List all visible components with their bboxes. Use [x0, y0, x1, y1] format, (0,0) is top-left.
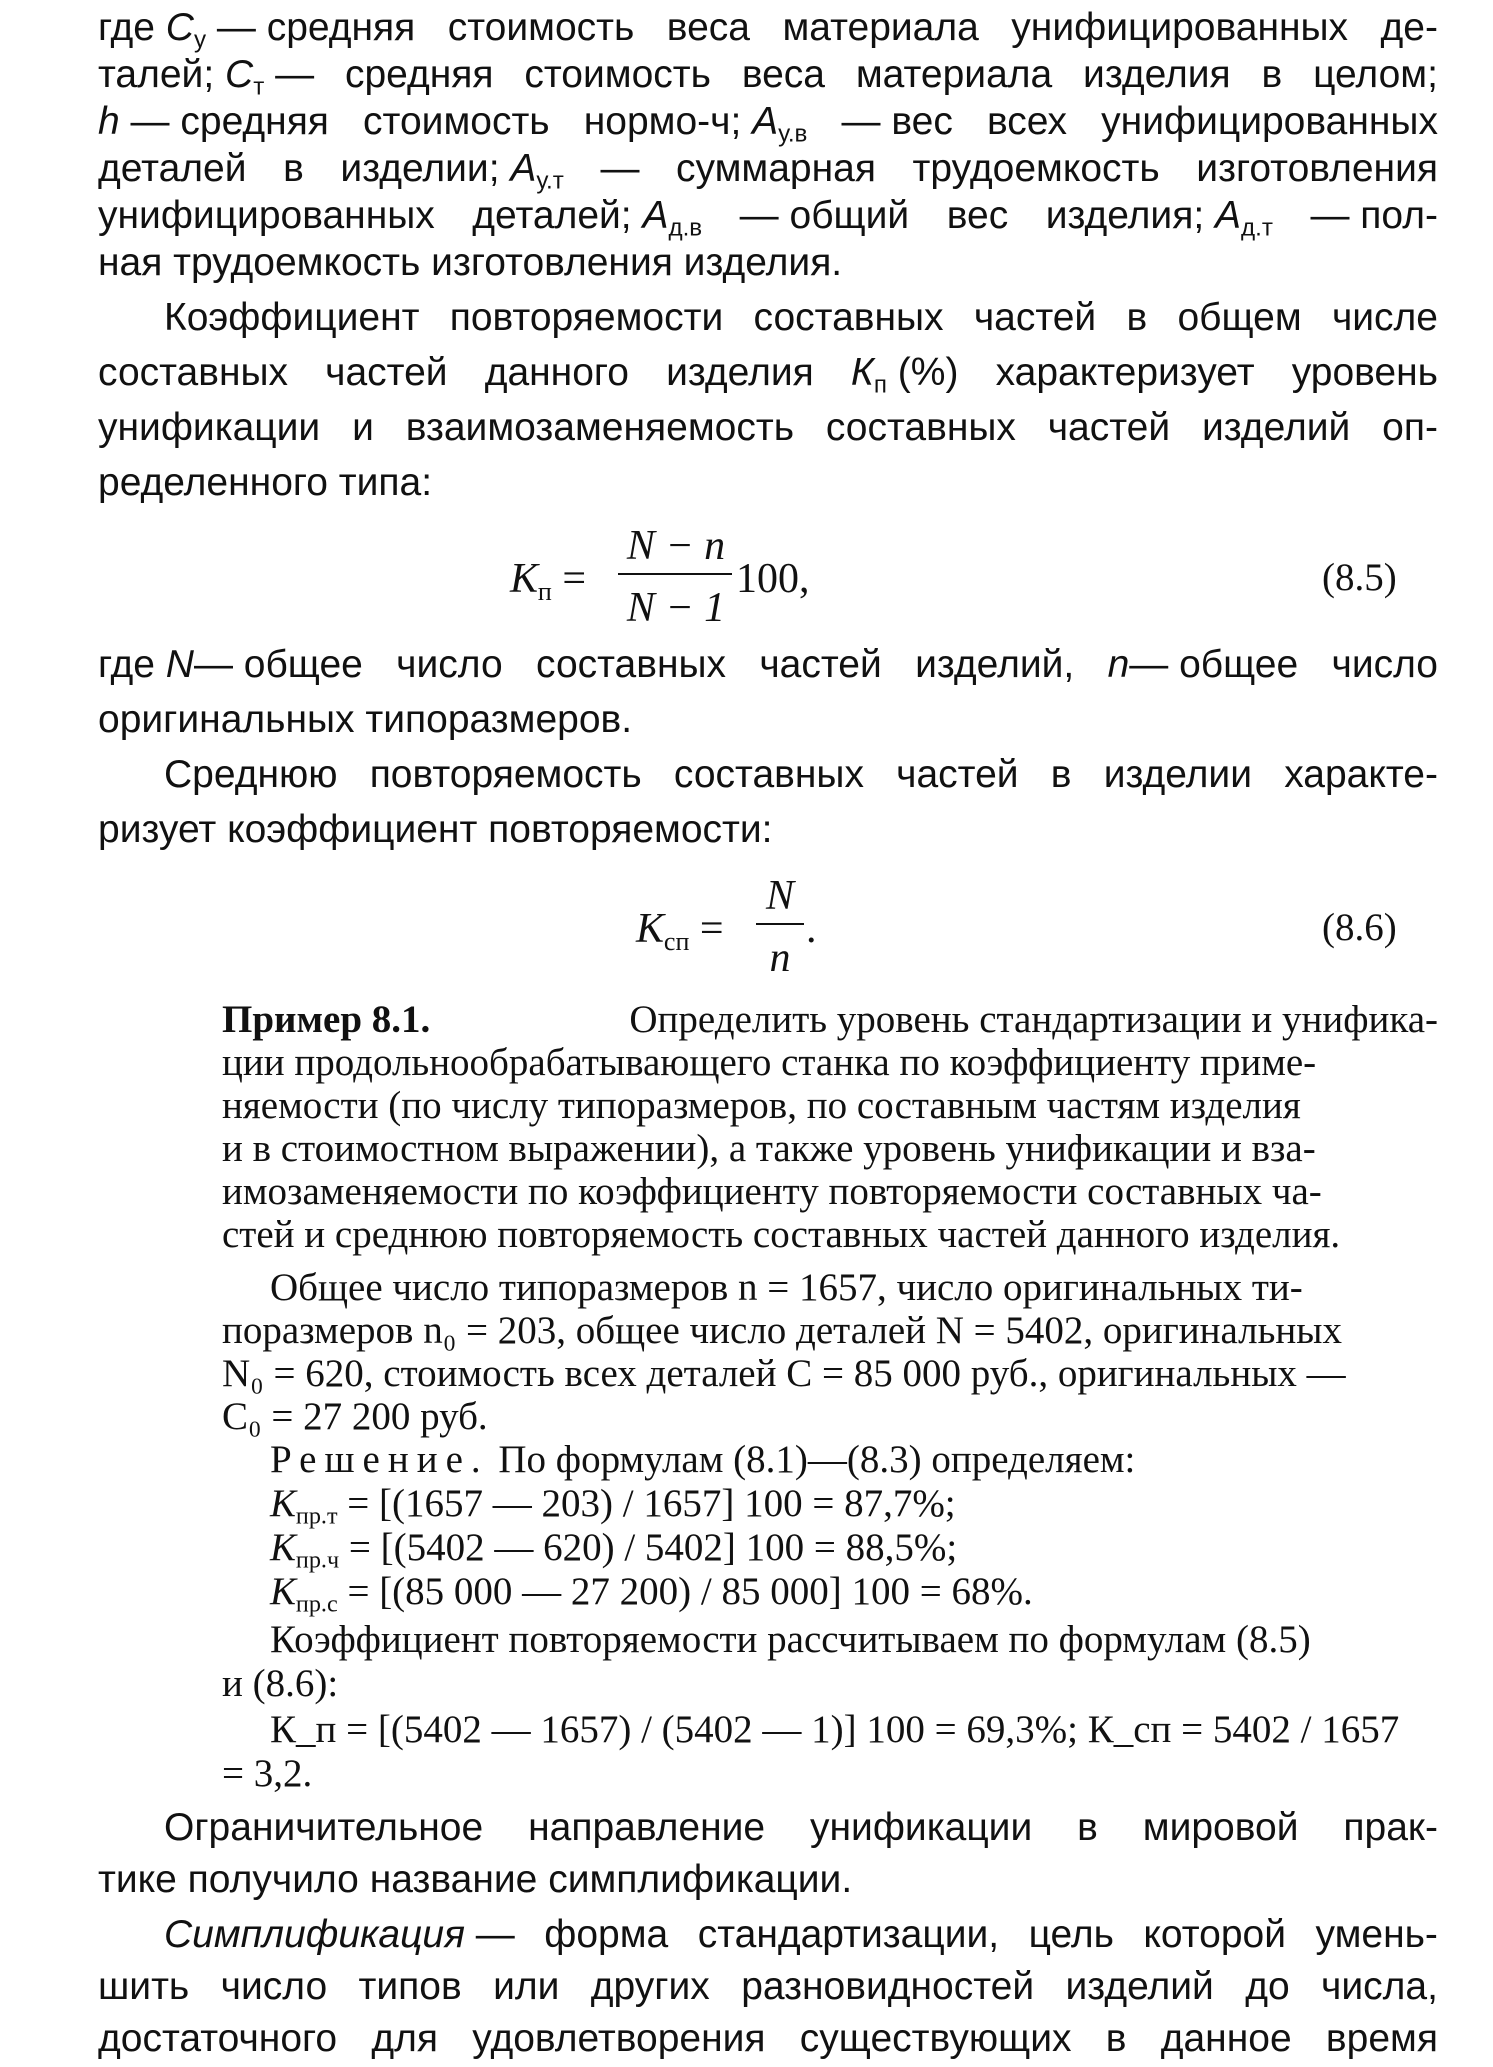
solution-word: Решение.	[270, 1438, 489, 1481]
eq85-fraction-bar	[618, 573, 732, 575]
eq86-fraction-bar	[756, 923, 804, 925]
text-line-11: где N— общее число составных частей изделий, n— общее число	[98, 643, 1438, 686]
solution-header: Решение. По формулам (8.1)—(8.3) определяем:	[270, 1438, 1136, 1481]
example-data-3: N₀ = 620, стоимость всех деталей C = 85 000 руб., оригинальных —	[222, 1352, 1346, 1395]
eq85-number: (8.5)	[1322, 556, 1397, 599]
text-line-12: оригинальных типоразмеров.	[98, 698, 633, 741]
example-data-1: Общее число типоразмеров n = 1657, число оригинальных ти-	[270, 1266, 1303, 1309]
final-calc-2: = 3,2.	[222, 1752, 313, 1795]
calc-line-3: $К_{пр.с} = [(85$ 000 — 27 200) / 85 000] 100 = 68%.	[270, 1570, 1033, 1618]
text-line-8: составных частей данного изделия $К_п$ (%) характеризует уровень	[98, 351, 1438, 399]
example-line-3: няемости (по числу типоразмеров, по составным частям изделия	[222, 1084, 1301, 1127]
eq85-denominator: N − 1	[626, 585, 726, 631]
text-line-1: где $С_у$ — средняя стоимость веса материала унифицированных де-	[98, 6, 1438, 54]
example-line-2: ции продольнообрабатывающего станка по коэффициенту приме-	[222, 1041, 1317, 1084]
text-line-5: унифицированных деталей; $А_{д.в}$ — общий вес изделия; $А_{д.т}$ — пол-	[98, 194, 1438, 242]
closing-line-3: Симплификация — форма стандартизации, цель которой умень-	[164, 1913, 1438, 1956]
example-line-4: и в стоимостном выражении), а также уровень унификации и вза-	[222, 1127, 1316, 1170]
closing-line-4: шить число типов или других разновидностей изделий до числа,	[98, 1965, 1438, 2008]
text-line-7: Коэффициент повторяемости составных частей в общем числе	[164, 296, 1438, 339]
eq85-numerator: N − n	[626, 523, 726, 569]
text-line-2: талей; $С_т$ — средняя стоимость веса материала изделия в целом;	[98, 53, 1438, 101]
eq86-number: (8.6)	[1322, 906, 1397, 949]
closing-line-1: Ограничительное направление унификации в мировой прак-	[164, 1806, 1438, 1849]
eq86-numerator: N	[765, 873, 794, 919]
eq86-tail: .	[806, 906, 817, 952]
eq86-denominator: n	[769, 935, 791, 981]
example-line-6: стей и среднюю повторяемость составных частей данного изделия.	[222, 1213, 1341, 1256]
final-calc-1: К_п = [(5402 — 1657) / (5402 — 1)] 100 = 69,3%; К_сп = 5402 / 1657	[270, 1708, 1400, 1751]
document-page: где $С_у$ — средняя стоимость веса материала унифицированных де- талей; $С_т$ — средняя стоимость веса материала изделия в целом; h — средняя стоимость нормо-ч; $А_{у.в}$ — вес всех унифицированных деталей в изделии; $А_{у.т}$ — суммарная трудоемкость изготовления унифицированных деталей; $А_{д.в}$ — общий вес изделия; $А_{д.т}$ — пол- ная трудоемкость изготовления изделия. Коэффициент повторяемости составных частей в общем числе составных частей данного изделия $К_п$ (%) характеризует уровень унификации и взаимозаменяемость составных частей изделий оп- ределенного типа: $К_п$ = N − n N − 1 100, (8.5) где N— общее число составных частей изделий, n— общее число оригинальных типоразмеров. Среднюю повторяемость составных частей в изделии характе- ризует коэффициент повторяемости: $К_{сп}$ = N n . (8.6) Пример 8.1. Определить уровень стандартизации и унифика- ции продольнообрабатывающего станка по коэффициенту приме- няемости (по числу типоразмеров, по составным частям изделия и в стоимостном выражении), а также уровень унификации и вза- имозаменяемости по коэффициенту повторяемости составных ча- стей и среднюю повторяемость составных частей данного изделия. Общее число типоразмеров n = 1657, число оригинальных ти- поразмеров n₀ = 203, общее число деталей N = 5402, оригинальных N₀ = 620, стоимость всех деталей C = 85 000 руб., оригинальных — C₀ = 27 200 руб. Решение. По формулам (8.1)—(8.3) определяем: $К_{пр.т} = [(1657$ — 203) / 1657] 100 = 87,7%; $К_{пр.ч} = [(5402$ — 620) / 5402] 100 = 88,5%; $К_{пр.с} = [(85$ 000 — 27 200) / 85 000] 100 = 68%. Коэффициент повторяемости рассчитываем по формулам (8.5) и (8.6): К_п = [(5402 — 1657) / (5402 — 1)] 100 = 69,3%; К_сп = 5402 / 1657 = 3,2. Ограничительное направление унификации в мировой прак- тике получило название симплификации. Симплификация — форма стандартизации, цель которой умень- шить число типов или других разновидностей изделий до числа, достаточного для удовлетворения существующих в данное время	[98, 6, 1438, 2060]
example-title: Пример 8.1.	[222, 998, 431, 1041]
text-line-6: ная трудоемкость изготовления изделия.	[98, 241, 843, 284]
text-line-14: ризует коэффициент повторяемости:	[98, 808, 773, 851]
text-line-3: h — средняя стоимость нормо-ч; $А_{у.в}$ — вес всех унифицированных	[98, 100, 1438, 148]
closing-line-5: достаточного для удовлетворения существующих в данное время	[98, 2017, 1438, 2060]
eq85-tail: 100,	[736, 556, 810, 602]
example-data-4: C₀ = 27 200 руб.	[222, 1395, 488, 1438]
example-line-5: имозаменяемости по коэффициенту повторяемости составных ча-	[222, 1170, 1322, 1213]
repeat-intro-1: Коэффициент повторяемости рассчитываем по формулам (8.5)	[270, 1618, 1311, 1661]
text-line-4: деталей в изделии; $А_{у.т}$ — суммарная трудоемкость изготовления	[98, 147, 1438, 195]
calc-line-2: $К_{пр.ч} = [(5402$ — 620) / 5402] 100 = 88,5%;	[270, 1526, 958, 1574]
closing-line-2: тике получило название симплификации.	[98, 1858, 853, 1901]
text-line-13: Среднюю повторяемость составных частей в изделии характе-	[164, 753, 1438, 796]
text-line-10: ределенного типа:	[98, 461, 433, 504]
example-data-2: поразмеров n₀ = 203, общее число деталей N = 5402, оригинальных	[222, 1309, 1342, 1352]
text-line-9: унификации и взаимозаменяемость составных частей изделий оп-	[98, 406, 1438, 449]
repeat-intro-2: и (8.6):	[222, 1662, 339, 1705]
example-line-1: Пример 8.1. Определить уровень стандартизации и унифика-	[222, 998, 1438, 1041]
calc-line-1: $К_{пр.т} = [(1657$ — 203) / 1657] 100 = 87,7%;	[270, 1482, 956, 1530]
